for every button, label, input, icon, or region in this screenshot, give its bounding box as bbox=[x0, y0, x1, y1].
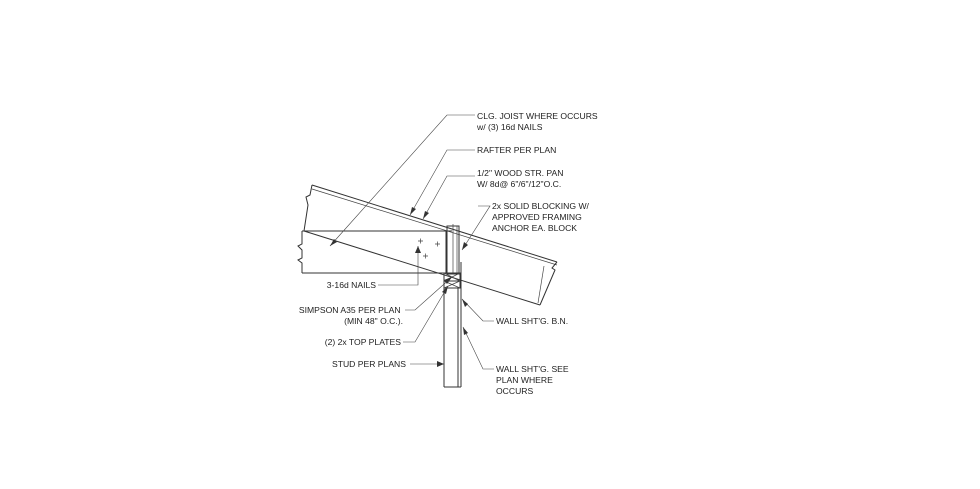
ceiling-joist bbox=[298, 231, 452, 273]
note-wall-bn: WALL SHT'G. B.N. bbox=[496, 316, 569, 326]
note-wood-panel: 1/2" WOOD STR. PAN W/ 8d@ 6"/6"/12"O.C. bbox=[477, 168, 564, 189]
note-stud: STUD PER PLANS bbox=[331, 359, 406, 369]
note-ceiling-joist: CLG. JOIST WHERE OCCURS w/ (3) 16d NAILS bbox=[477, 111, 598, 132]
notes bbox=[299, 111, 600, 396]
leader-lines bbox=[330, 115, 494, 369]
note-solid-blocking: 2x SOLID BLOCKING W/ APPROVED FRAMING ANCHOR EA. BLOCK bbox=[492, 201, 589, 233]
note-wall-see-plan: WALL SHT'G. SEE PLAN WHERE OCCURS bbox=[496, 364, 569, 396]
note-top-plates: (2) 2x TOP PLATES bbox=[324, 337, 401, 347]
note-nails: 3-16d NAILS bbox=[326, 280, 376, 290]
nail-symbols bbox=[418, 239, 440, 259]
note-rafter: RAFTER PER PLAN bbox=[477, 145, 557, 155]
note-simpson: SIMPSON A35 PER PLAN (MIN 48" O.C.). bbox=[298, 305, 403, 326]
